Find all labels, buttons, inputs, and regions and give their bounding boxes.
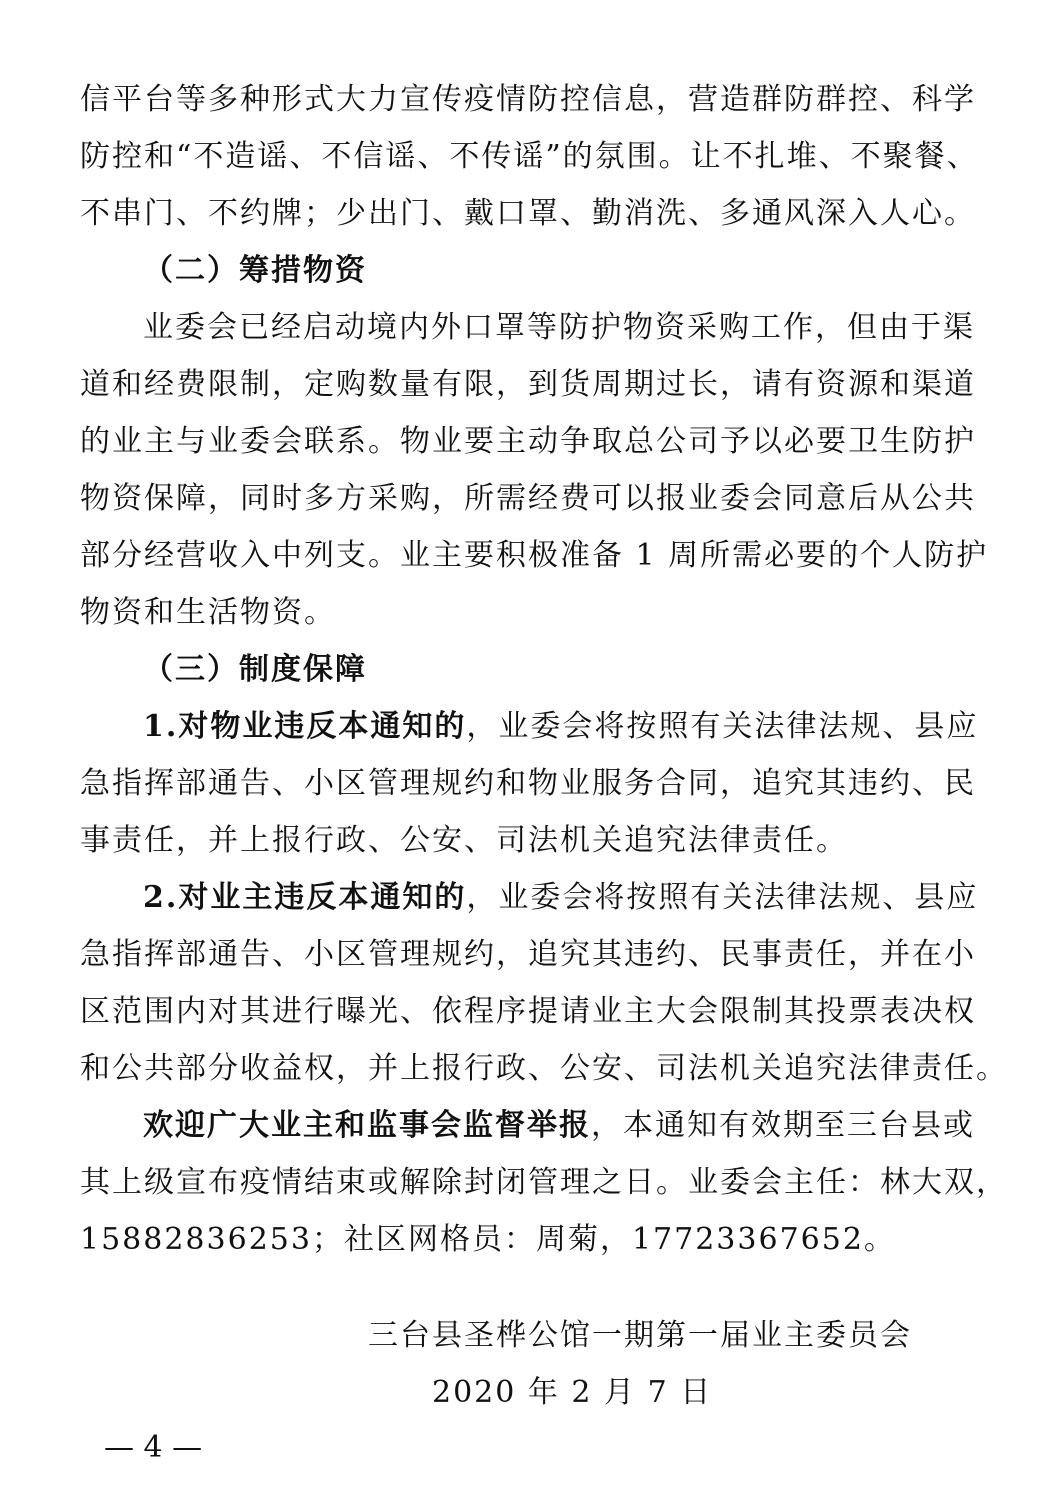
section-2-line-6: 物资和生活物资。 (80, 595, 336, 630)
signature-date: 2020 年 2 月 7 日 (432, 1375, 713, 1410)
section-3-item-1-line-1 (143, 699, 979, 755)
signature-organization: 三台县圣桦公馆一期第一届业主委员会 (368, 1318, 912, 1353)
section-3-heading: （三）制度保障 (143, 652, 367, 687)
closing-lead: 欢迎广大业主和监事会监督举报 (143, 1108, 591, 1143)
section-2-line-5: 部分经营收入中列支。业主要积极准备 1 周所需必要的个人防护 (80, 538, 989, 573)
section-2-heading: （二）筹措物资 (143, 253, 367, 288)
intro-line-1: 信平台等多种形式大力宣传疫情防控信息，营造群防群控、科学 (80, 82, 976, 117)
section-3-item-2-line-4: 和公共部分收益权，并上报行政、公安、司法机关追究法律责任。 (80, 1051, 1008, 1086)
section-3-item-2-line-3: 区范围内对其进行曝光、依程序提请业主大会限制其投票表决权 (80, 994, 976, 1029)
page-number: — 4 — (104, 1430, 203, 1465)
section-3-item-1-line-1-rest: ，业委会将按照有关法律法规、县应 (466, 709, 979, 744)
closing-line-3: 15882836253；社区网格员：周菊，17723367652。 (80, 1222, 896, 1257)
section-3-item-1-lead: 1.对物业违反本通知的 (143, 709, 467, 744)
section-3-item-1-line-2: 急指挥部通告、小区管理规约和物业服务合同，追究其违约、民 (80, 766, 976, 801)
section-3-item-2-line-2: 急指挥部通告、小区管理规约，追究其违约、民事责任，并在小 (80, 937, 976, 972)
section-2-line-3: 的业主与业委会联系。物业要主动争取总公司予以必要卫生防护 (80, 424, 976, 459)
section-2-line-4: 物资保障，同时多方采购，所需经费可以报业委会同意后从公共 (80, 481, 976, 516)
intro-line-3: 不串门、不约牌；少出门、戴口罩、勤消洗、多通风深入人心。 (80, 196, 976, 231)
section-3-item-2-lead: 2.对业主违反本通知的 (143, 880, 467, 915)
section-2-line-1: 业委会已经启动境内外口罩等防护物资采购工作，但由于渠 (143, 310, 975, 345)
closing-line-2: 其上级宣布疫情结束或解除封闭管理之日。业委会主任：林大双， (80, 1165, 1008, 1200)
section-3-item-2-line-1 (143, 870, 979, 926)
section-2-line-2: 道和经费限制，定购数量有限，到货周期过长，请有资源和渠道 (80, 367, 976, 402)
intro-line-2: 防控和“不造谣、不信谣、不传谣”的氛围。让不扎堆、不聚餐、 (80, 139, 979, 174)
section-3-item-1-line-3: 事责任，并上报行政、公安、司法机关追究法律责任。 (80, 823, 848, 858)
closing-line-1-rest: ，本通知有效期至三台县或 (591, 1108, 975, 1143)
section-3-item-2-line-1-rest: ，业委会将按照有关法律法规、县应 (466, 880, 979, 915)
closing-line-1 (143, 1098, 975, 1154)
